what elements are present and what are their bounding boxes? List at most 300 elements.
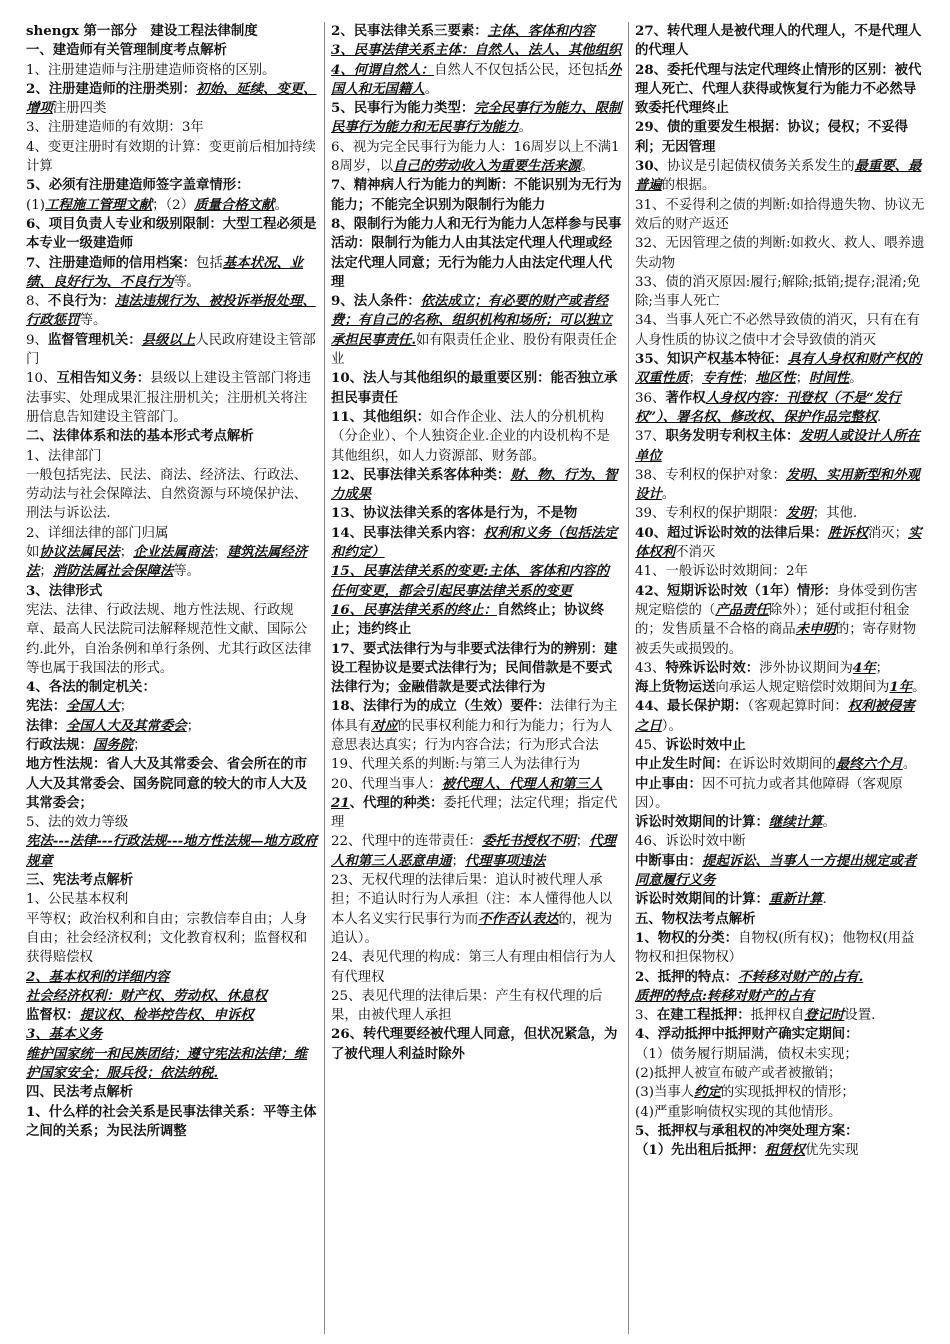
- bold-text: 一、建造师有关管理制度考点解析: [26, 42, 227, 59]
- plain-text: 36、: [635, 390, 666, 406]
- emphasis-text: 提起诉讼、当事人一方提出规定或者同意履行义务: [635, 852, 917, 889]
- plain-text: 法律行为主体具有: [331, 699, 618, 734]
- bold-text: 五、物权法考点解析: [635, 910, 756, 927]
- text-line: [635, 852, 926, 891]
- plain-text: ；: [119, 699, 134, 715]
- text-line: [635, 524, 926, 563]
- plain-text: 消灭；: [867, 525, 909, 541]
- plain-text: 注册四类: [52, 101, 107, 117]
- bold-text: 9、法人条件：: [331, 293, 421, 310]
- document-page: [20, 22, 932, 1334]
- bold-text: 中止事由：: [635, 775, 702, 792]
- emphasis-text: 对应: [371, 717, 398, 734]
- bold-text: 2、注册建造师的注册类别：: [26, 80, 197, 97]
- plain-text: 。: [424, 81, 439, 97]
- text-line: [26, 755, 318, 813]
- plain-text: ；: [795, 371, 810, 387]
- text-line: [26, 890, 318, 909]
- emphasis-text: 产品责任: [715, 601, 769, 618]
- text-line: [635, 697, 926, 736]
- emphasis-text: 继续计算: [768, 814, 823, 831]
- plain-text: 。: [902, 757, 917, 773]
- text-line: [635, 1064, 926, 1083]
- plain-text: 39、专利权的保护期限：: [635, 506, 786, 522]
- plain-text: 37、: [635, 429, 666, 445]
- text-line: [26, 717, 318, 736]
- text-line: [635, 273, 926, 312]
- text-line: [26, 215, 318, 254]
- text-line: [635, 987, 926, 1006]
- text-line: [635, 582, 926, 659]
- emphasis-text: 委托书授权不明: [481, 833, 576, 850]
- emphasis-text: 宪法---法律---行政法规---地方性法规—地方政府规章: [26, 833, 318, 869]
- text-line: [635, 22, 926, 61]
- text-line: [26, 1083, 318, 1102]
- bold-text: 宪法：: [26, 698, 67, 715]
- bold-text: 中断事由：: [635, 852, 702, 869]
- plain-text: 抵押权自: [750, 1008, 805, 1024]
- plain-text: 31、不妥得利之债的判断:如拾得遗失物、协议无效后的财产返还: [635, 197, 925, 232]
- emphasis-text: 4、何谓自然人：: [331, 61, 435, 78]
- bold-text: 、代理的种类：: [349, 794, 444, 811]
- bold-text: 27、转代理人是被代理人的代理人，不是代理人的代理人: [635, 23, 922, 59]
- bold-text: 18、法律行为的成立（生效）要件：: [331, 698, 551, 715]
- plain-text: 4、变更注册时有效期的计算：变更前后相加持续计算: [26, 139, 316, 175]
- bold-text: 7、精神病人行为能力的判断：不能识别为无行为能力；不能完全识别为限制行为能力: [331, 177, 622, 213]
- emphasis-text: 全国人大: [66, 698, 120, 715]
- text-line: [331, 41, 622, 60]
- text-line: [331, 176, 622, 215]
- plain-text: 1、法律部门: [26, 448, 102, 464]
- plain-text: 24、表见代理的构成：第三人有理由相信行为人有代理权: [331, 950, 616, 985]
- emphasis-text: 时间性: [809, 370, 850, 387]
- text-line: [331, 1025, 622, 1064]
- emphasis-text: 企业法属商法: [133, 544, 214, 561]
- text-line: [26, 1006, 318, 1025]
- text-line: [331, 22, 622, 41]
- bold-text: 28、委托代理与法定代理终止情形的区别：被代理人死亡、代理人获得或恢复行为能力不必然导致委托代理终止: [635, 61, 922, 117]
- plain-text: 。: [822, 815, 836, 831]
- emphasis-text: 具有人身权和财产权的双重性质: [635, 351, 922, 387]
- plain-text: 10、: [26, 371, 57, 387]
- text-line: [635, 157, 926, 196]
- text-line: [635, 389, 926, 428]
- column-left: [20, 22, 324, 1334]
- emphasis-text: 质量合格文献: [194, 196, 275, 213]
- emphasis-text: 2、基本权利的详细内容: [26, 968, 170, 985]
- text-line: [331, 138, 622, 177]
- text-line: [331, 987, 622, 1026]
- bold-text: 14、民事法律关系内容：: [331, 524, 484, 541]
- plain-text: 等。: [79, 313, 107, 329]
- bold-text: 著作权: [665, 389, 706, 406]
- emphasis-text: 权利和义务（包括法定和约定）: [331, 524, 618, 561]
- plain-text: ；: [575, 834, 590, 850]
- text-line: [635, 813, 926, 832]
- text-line: [26, 524, 318, 543]
- bold-text: 40、超过诉讼时效的法律后果：: [635, 524, 828, 541]
- plain-text: 涉外协议期间为: [759, 660, 853, 676]
- plain-text: .: [877, 409, 882, 425]
- plain-text: 如有限责任企业、股份有限责任企业: [331, 332, 617, 368]
- bold-text: 26、转代理要经被代理人同意，但状况紧急，为了被代理人利益时除外: [331, 1026, 618, 1062]
- bold-text: 4、浮动抵押中抵押财产确实定期间：: [635, 1026, 859, 1043]
- text-line: [26, 736, 318, 755]
- emphasis-text: 维护国家统一和民族团结；遵守宪法和法律；维护国家安全；服兵役；依法纳税.: [26, 1045, 308, 1082]
- emphasis-text: 社会经济权利：财产权、劳动权、休息权: [26, 987, 268, 1004]
- text-line: [26, 80, 318, 119]
- plain-text: 协议是引起债权债务关系发生的: [667, 159, 855, 175]
- plain-text: 2、详细法律的部门归属: [26, 525, 169, 541]
- plain-text: 25、表见代理的法律后果：产生有权代理的后果，由被代理人承担: [331, 988, 603, 1024]
- plain-text: 5、法的效力等级: [26, 815, 129, 831]
- emphasis-text: 财、物、行为、智力成果: [331, 466, 618, 503]
- plain-text: 38、专利权的保护对象：: [635, 467, 786, 483]
- emphasis-text: 不转移对财产的占有.: [738, 968, 864, 985]
- text-line: [26, 910, 318, 968]
- text-line: [26, 369, 318, 427]
- text-line: [26, 1025, 318, 1044]
- emphasis-text: 质押的特点:转移对财产的占有: [635, 987, 815, 1004]
- text-line: [26, 813, 318, 832]
- plain-text: (1): [26, 197, 45, 213]
- bold-text: 行政法规：: [26, 736, 93, 753]
- emphasis-text: 违法违规行为、被投诉举报处理、行政惩罚: [26, 293, 316, 329]
- plain-text: 41、一般诉讼时效期间：2年: [635, 564, 808, 580]
- bold-text: 二、法律体系和法的基本形式考点解析: [26, 428, 254, 445]
- plain-text: ；: [742, 371, 756, 387]
- plain-text: 9、: [26, 332, 48, 348]
- bold-text: 4、各法的制定机关：: [26, 679, 156, 696]
- text-line: [331, 775, 622, 794]
- plain-text: 人民政府建设主管部门: [26, 332, 316, 368]
- plain-text: 的；寄存财物被丢失或损毁的。: [635, 622, 917, 657]
- plain-text: 宪法、法律、行政法规、地方性法规、行政规章、最高人民法院司法解释规范性文献、国际公约.此外，自治条例和单行条例、尤其行政区法律等也属于我国法的形式。: [26, 602, 312, 676]
- plain-text: (2)抵押人被宣布破产或者被撤销；: [635, 1066, 842, 1082]
- bold-text: 5、抵押权与承租权的冲突处理方案：: [635, 1122, 859, 1139]
- plain-text: 自物权(所有权)；他物权(用益物权和担保物权）: [635, 930, 915, 966]
- emphasis-text: 最重要、最普遍: [635, 158, 922, 194]
- text-line: [331, 99, 622, 138]
- bold-text: 12、民事法律关系客体种类：: [331, 466, 511, 483]
- plain-text: ；: [451, 853, 465, 869]
- emphasis-text: 21: [331, 794, 350, 811]
- plain-text: 3、注册建造师的有效期：3年: [26, 120, 204, 136]
- text-line: [635, 1122, 926, 1141]
- text-line: [331, 794, 622, 833]
- text-line: [26, 196, 318, 215]
- text-line: [26, 968, 318, 987]
- plain-text: 3、: [635, 1008, 657, 1024]
- text-line: [331, 61, 622, 100]
- text-line: [331, 369, 622, 408]
- text-line: [331, 948, 622, 987]
- plain-text: ；（2）: [152, 197, 195, 213]
- plain-text: ）。: [661, 718, 682, 734]
- emphasis-text: 15、民事法律关系的变更:主体、客体和内容的任何变更，都会引起民事法律关系的变更: [331, 563, 609, 599]
- emphasis-text: 登记时: [804, 1007, 845, 1024]
- emphasis-text: 基本状况、业绩、良好行为、不良行为: [26, 254, 304, 290]
- text-line: [635, 736, 926, 755]
- emphasis-text: 国务院: [92, 736, 134, 753]
- bold-text: 中止发生时间：: [635, 756, 729, 773]
- text-line: [635, 562, 926, 581]
- text-line: [635, 1103, 926, 1122]
- emphasis-text: 4年: [852, 659, 876, 676]
- plain-text: 在诉讼时效期间的: [728, 757, 836, 773]
- plain-text: 如合作企业、法人的分机机构（分企业）、个人独资企业.企业的内设机构不是其他组织，如人力资源部、财务部。: [331, 409, 610, 464]
- bold-text: shengx 第一部分 建设工程法律制度: [26, 23, 258, 39]
- emphasis-text: 工程施工管理文献: [44, 196, 153, 213]
- text-line: [635, 890, 926, 909]
- bold-text: 30、: [635, 158, 668, 175]
- emphasis-text: 人身权内容：刊登权（不是“发行权”）、署名权、修改权、保护作品完整权: [635, 389, 901, 425]
- plain-text: 34、当事人死亡不必然导致债的消灭，只有在有人身性质的协议之债中才会导致债的消灭: [635, 313, 920, 348]
- text-line: [26, 987, 318, 1006]
- plain-text: 的，视为追认）。: [331, 911, 613, 946]
- emphasis-text: 租赁权: [764, 1142, 806, 1159]
- bold-text: 8、限制行为能力人和无行为能力人怎样参与民事活动：限制行为能力人由其法定代理人代理或经法定代理人同意；无行为能力人由法定代理人代理: [331, 215, 622, 290]
- text-line: [331, 292, 622, 369]
- bold-text: 监督权：: [26, 1007, 80, 1024]
- bold-text: 13、协议法律关系的客体是行为，不是物: [331, 505, 578, 522]
- plain-text: 32、无因管理之债的判断:如救火、救人、喂养遗失动物: [635, 236, 925, 271]
- text-line: [26, 678, 318, 697]
- plain-text: 1、公民基本权利: [26, 892, 129, 908]
- text-line: [26, 292, 318, 331]
- bold-text: 1、物权的分类：: [635, 929, 739, 946]
- plain-text: 优先实现: [805, 1143, 859, 1159]
- emphasis-text: 3、基本义务: [26, 1026, 103, 1043]
- text-line: [331, 832, 622, 871]
- text-line: [635, 968, 926, 987]
- plain-text: ；: [186, 718, 201, 734]
- bold-text: 3、法律形式: [26, 582, 103, 599]
- emphasis-text: 协议法属民法: [39, 544, 120, 561]
- emphasis-text: 消防法属社会保障法: [52, 563, 174, 580]
- text-line: [635, 504, 926, 523]
- bold-text: 自然终止；协议终止；违约终止: [331, 601, 605, 638]
- plain-text: ；其他.: [812, 506, 858, 522]
- bold-text: 1、什么样的社会关系是民事法律关系：平等主体之间的关系；为民法所调整: [26, 1103, 317, 1139]
- plain-text: 的民事权利能力和行为能力；行为人意思表达真实；行为内容合法；行为形式合法: [331, 718, 613, 753]
- plain-text: 45、: [635, 737, 666, 753]
- bold-text: 5、必须有注册建造师签字盖章情形：: [26, 177, 250, 194]
- text-line: [635, 910, 926, 929]
- bold-text: 不良行为：: [47, 293, 115, 310]
- text-line: [26, 832, 318, 871]
- plain-text: 除外）；延付或拒付租金的；发售质量不合格的商品: [635, 602, 910, 638]
- bold-text: 2、抵押的特点：: [635, 968, 739, 985]
- text-line: [331, 871, 622, 948]
- bold-text: 35、知识产权基本特征：: [635, 351, 788, 368]
- plain-text: 等。: [173, 274, 201, 290]
- emphasis-text: 全国人大及其常委会: [66, 717, 187, 734]
- bold-text: 42、短期诉讼时效（1年）情形：: [635, 582, 838, 599]
- plain-text: 身体受到伤害规定赔偿的（: [635, 583, 918, 618]
- plain-text: 6、视为完全民事行为能力人：16周岁以上不满18周岁，以: [331, 139, 620, 175]
- bold-text: 6、项目负责人专业和级别限制：大型工程必须是本专业一级建造师: [26, 215, 317, 252]
- column-middle: [324, 22, 628, 1334]
- plain-text: 因不可抗力或者其他障碍（客观原因）。: [635, 776, 903, 811]
- plain-text: ；: [213, 545, 227, 561]
- plain-text: 县级以上建设主管部门将违法事实、处理成果汇报注册机关；注册机关将注册信息告知建设主管部门。: [26, 371, 311, 425]
- plain-text: 的根据。: [661, 178, 716, 194]
- bold-text: 四、民法考点解析: [26, 1084, 134, 1101]
- text-line: [331, 466, 622, 505]
- bold-text: 三、宪法考点解析: [26, 872, 134, 889]
- text-line: [635, 234, 926, 273]
- text-line: [635, 196, 926, 235]
- plain-text: 平等权；政治权利和自由；宗教信奉自由；人身自由；社会经济权利；文化教育权利；监督权和获得赔偿权: [26, 911, 308, 966]
- plain-text: ；: [119, 545, 134, 561]
- text-line: [26, 543, 318, 582]
- plain-text: ；: [688, 371, 702, 387]
- plain-text: 设置.: [844, 1008, 876, 1024]
- plain-text: （1）债务履行期届满，债权未实现；: [635, 1046, 858, 1062]
- bold-text: 7、注册建造师的信用档案：: [26, 254, 197, 271]
- text-line: [26, 697, 318, 716]
- emphasis-text: 3、民事法律关系主体：自然人、法人、其他组织: [331, 42, 622, 59]
- emphasis-text: 代理事项违法: [464, 852, 546, 869]
- text-line: [331, 697, 622, 755]
- bold-text: 11、其他组织：: [331, 408, 430, 425]
- plain-text: 。: [518, 120, 532, 136]
- plain-text: （客观起算时间：: [747, 699, 848, 715]
- plain-text: 。: [661, 487, 676, 503]
- emphasis-text: 发明、实用新型和外观设计: [635, 466, 920, 503]
- text-line: [635, 678, 926, 697]
- bold-text: （1）先出租后抵押：: [635, 1142, 765, 1159]
- text-line: [331, 504, 622, 523]
- text-line: [331, 562, 622, 601]
- text-line: [26, 1103, 318, 1142]
- emphasis-text: 16、民事法律关系的终止：: [331, 601, 497, 618]
- plain-text: 向承运人规定赔偿时效期间为: [715, 680, 890, 696]
- plain-text: 等。: [173, 564, 201, 580]
- bold-text: 互相告知义务：: [56, 370, 151, 387]
- emphasis-text: 权利被侵害之日: [635, 698, 915, 734]
- bold-text: 诉讼时效期间的计算：: [635, 891, 769, 908]
- text-line: [331, 640, 622, 698]
- plain-text: ；: [39, 564, 53, 580]
- plain-text: 33、债的消灭原因:履行;解除;抵销;提存;混淆;免除;当事人死亡: [635, 274, 921, 310]
- plain-text: 20、代理当事人：: [331, 776, 442, 792]
- bold-text: 17、要式法律行为与非要式法律行为的辨别：建设工程协议是要式法律行为；民间借款是不要式法律行为；金融借款是要式法律行为: [331, 640, 618, 696]
- emphasis-text: 胜诉权: [827, 524, 868, 541]
- text-line: [26, 601, 318, 678]
- emphasis-text: 实体权利: [635, 524, 922, 561]
- emphasis-text: 不作否认表达: [478, 910, 559, 927]
- bold-text: 地方性法规：省人大及其常委会、省会所在的市人大及其常委会、国务院同意的较大的市人大及其常委会；: [26, 756, 308, 811]
- text-line: [26, 871, 318, 890]
- plain-text: 。: [580, 159, 594, 175]
- text-line: [635, 118, 926, 157]
- plain-text: 不消灭: [675, 545, 716, 561]
- bold-text: 诉讼时效期间的计算：: [635, 814, 769, 831]
- emphasis-text: 最终六个月: [835, 756, 903, 773]
- emphasis-text: 县级以上: [141, 331, 196, 348]
- plain-text: ；: [875, 660, 890, 676]
- emphasis-text: 完全民事行为能力、限制民事行为能力和无民事行为能力: [331, 100, 622, 136]
- text-line: [635, 1141, 926, 1160]
- plain-text: 1、注册建造师与注册建造师资格的区别。: [26, 62, 276, 78]
- text-line: [635, 311, 926, 350]
- plain-text: 。: [849, 371, 863, 387]
- plain-text: 22、代理中的连带责任：: [331, 834, 482, 850]
- emphasis-text: 专有性: [701, 370, 743, 387]
- text-line: [26, 41, 318, 60]
- bold-text: 在建工程抵押：: [656, 1007, 751, 1024]
- text-line: [26, 254, 318, 293]
- text-line: [26, 427, 318, 446]
- bold-text: 监督管理机关：: [47, 331, 142, 348]
- plain-text: 如: [26, 545, 40, 561]
- bold-text: 特殊诉讼时效：: [665, 659, 760, 676]
- plain-text: 8、: [26, 294, 48, 310]
- bold-text: 职务发明专利权主体：: [665, 428, 800, 445]
- text-line: [635, 1045, 926, 1064]
- text-line: [635, 929, 926, 968]
- text-line: [26, 118, 318, 137]
- text-line: [635, 61, 926, 119]
- text-line: [26, 22, 318, 41]
- text-line: [331, 408, 622, 466]
- emphasis-text: 发明: [785, 505, 813, 522]
- emphasis-text: 建筑法属经济法: [26, 544, 308, 580]
- text-line: [26, 582, 318, 601]
- plain-text: .: [822, 892, 827, 908]
- text-line: [26, 466, 318, 524]
- text-line: [26, 331, 318, 370]
- emphasis-text: 依法成立；有必要的财产或者经费；有自己的名称、组织机构和场所；可以独立承担民事责任.: [331, 293, 613, 348]
- text-line: [635, 1083, 926, 1102]
- text-line: [331, 524, 622, 563]
- plain-text: 43、: [635, 660, 666, 676]
- text-line: [26, 138, 318, 177]
- emphasis-text: 外国人和无国籍人: [331, 61, 622, 97]
- plain-text: 一般包括宪法、民法、商法、经济法、行政法、劳动法与社会保障法、自然资源与环境保护法、刑法与诉讼法.: [26, 467, 308, 522]
- emphasis-text: 未申明: [795, 621, 836, 638]
- text-line: [635, 427, 926, 466]
- plain-text: 的实现抵押权的情形；: [720, 1085, 855, 1101]
- bold-text: 29、债的重要发生根据：协议；侵权；不妥得利；无因管理: [635, 119, 909, 155]
- emphasis-text: 1年: [889, 679, 913, 696]
- text-line: [635, 659, 926, 678]
- plain-text: 19、代理关系的判断:与第三人为法律行为: [331, 757, 581, 773]
- bold-text: 5、民事行为能力类型：: [331, 100, 475, 117]
- bold-text: 法律：: [26, 717, 67, 734]
- emphasis-text: 代理人和第三人恶意串通: [331, 833, 616, 869]
- text-line: [635, 1006, 926, 1025]
- plain-text: 23、无权代理的法律后果：追认时被代理人承担；不追认时行为人承担（注：本人懂得他人以本人名义实行民事行为而: [331, 873, 613, 927]
- plain-text: ；: [133, 737, 147, 753]
- bold-text: 海上货物运送: [635, 679, 716, 696]
- emphasis-text: 主体、客体和内容: [487, 23, 595, 39]
- text-line: [331, 601, 622, 640]
- plain-text: (4)严重影响债权实现的其他情形。: [635, 1104, 842, 1120]
- bold-text: 2、民事法律关系三要素：: [331, 23, 488, 39]
- emphasis-text: 提议权、检举控告权、申诉权: [79, 1007, 254, 1024]
- plain-text: 自然人不仅包括公民，还包括: [434, 62, 609, 78]
- text-line: [26, 447, 318, 466]
- text-line: [635, 832, 926, 851]
- text-line: [635, 350, 926, 389]
- text-line: [331, 215, 622, 292]
- text-line: [26, 176, 318, 195]
- plain-text: 委托代理；法定代理；指定代理: [331, 795, 618, 831]
- emphasis-text: 约定: [694, 1084, 721, 1101]
